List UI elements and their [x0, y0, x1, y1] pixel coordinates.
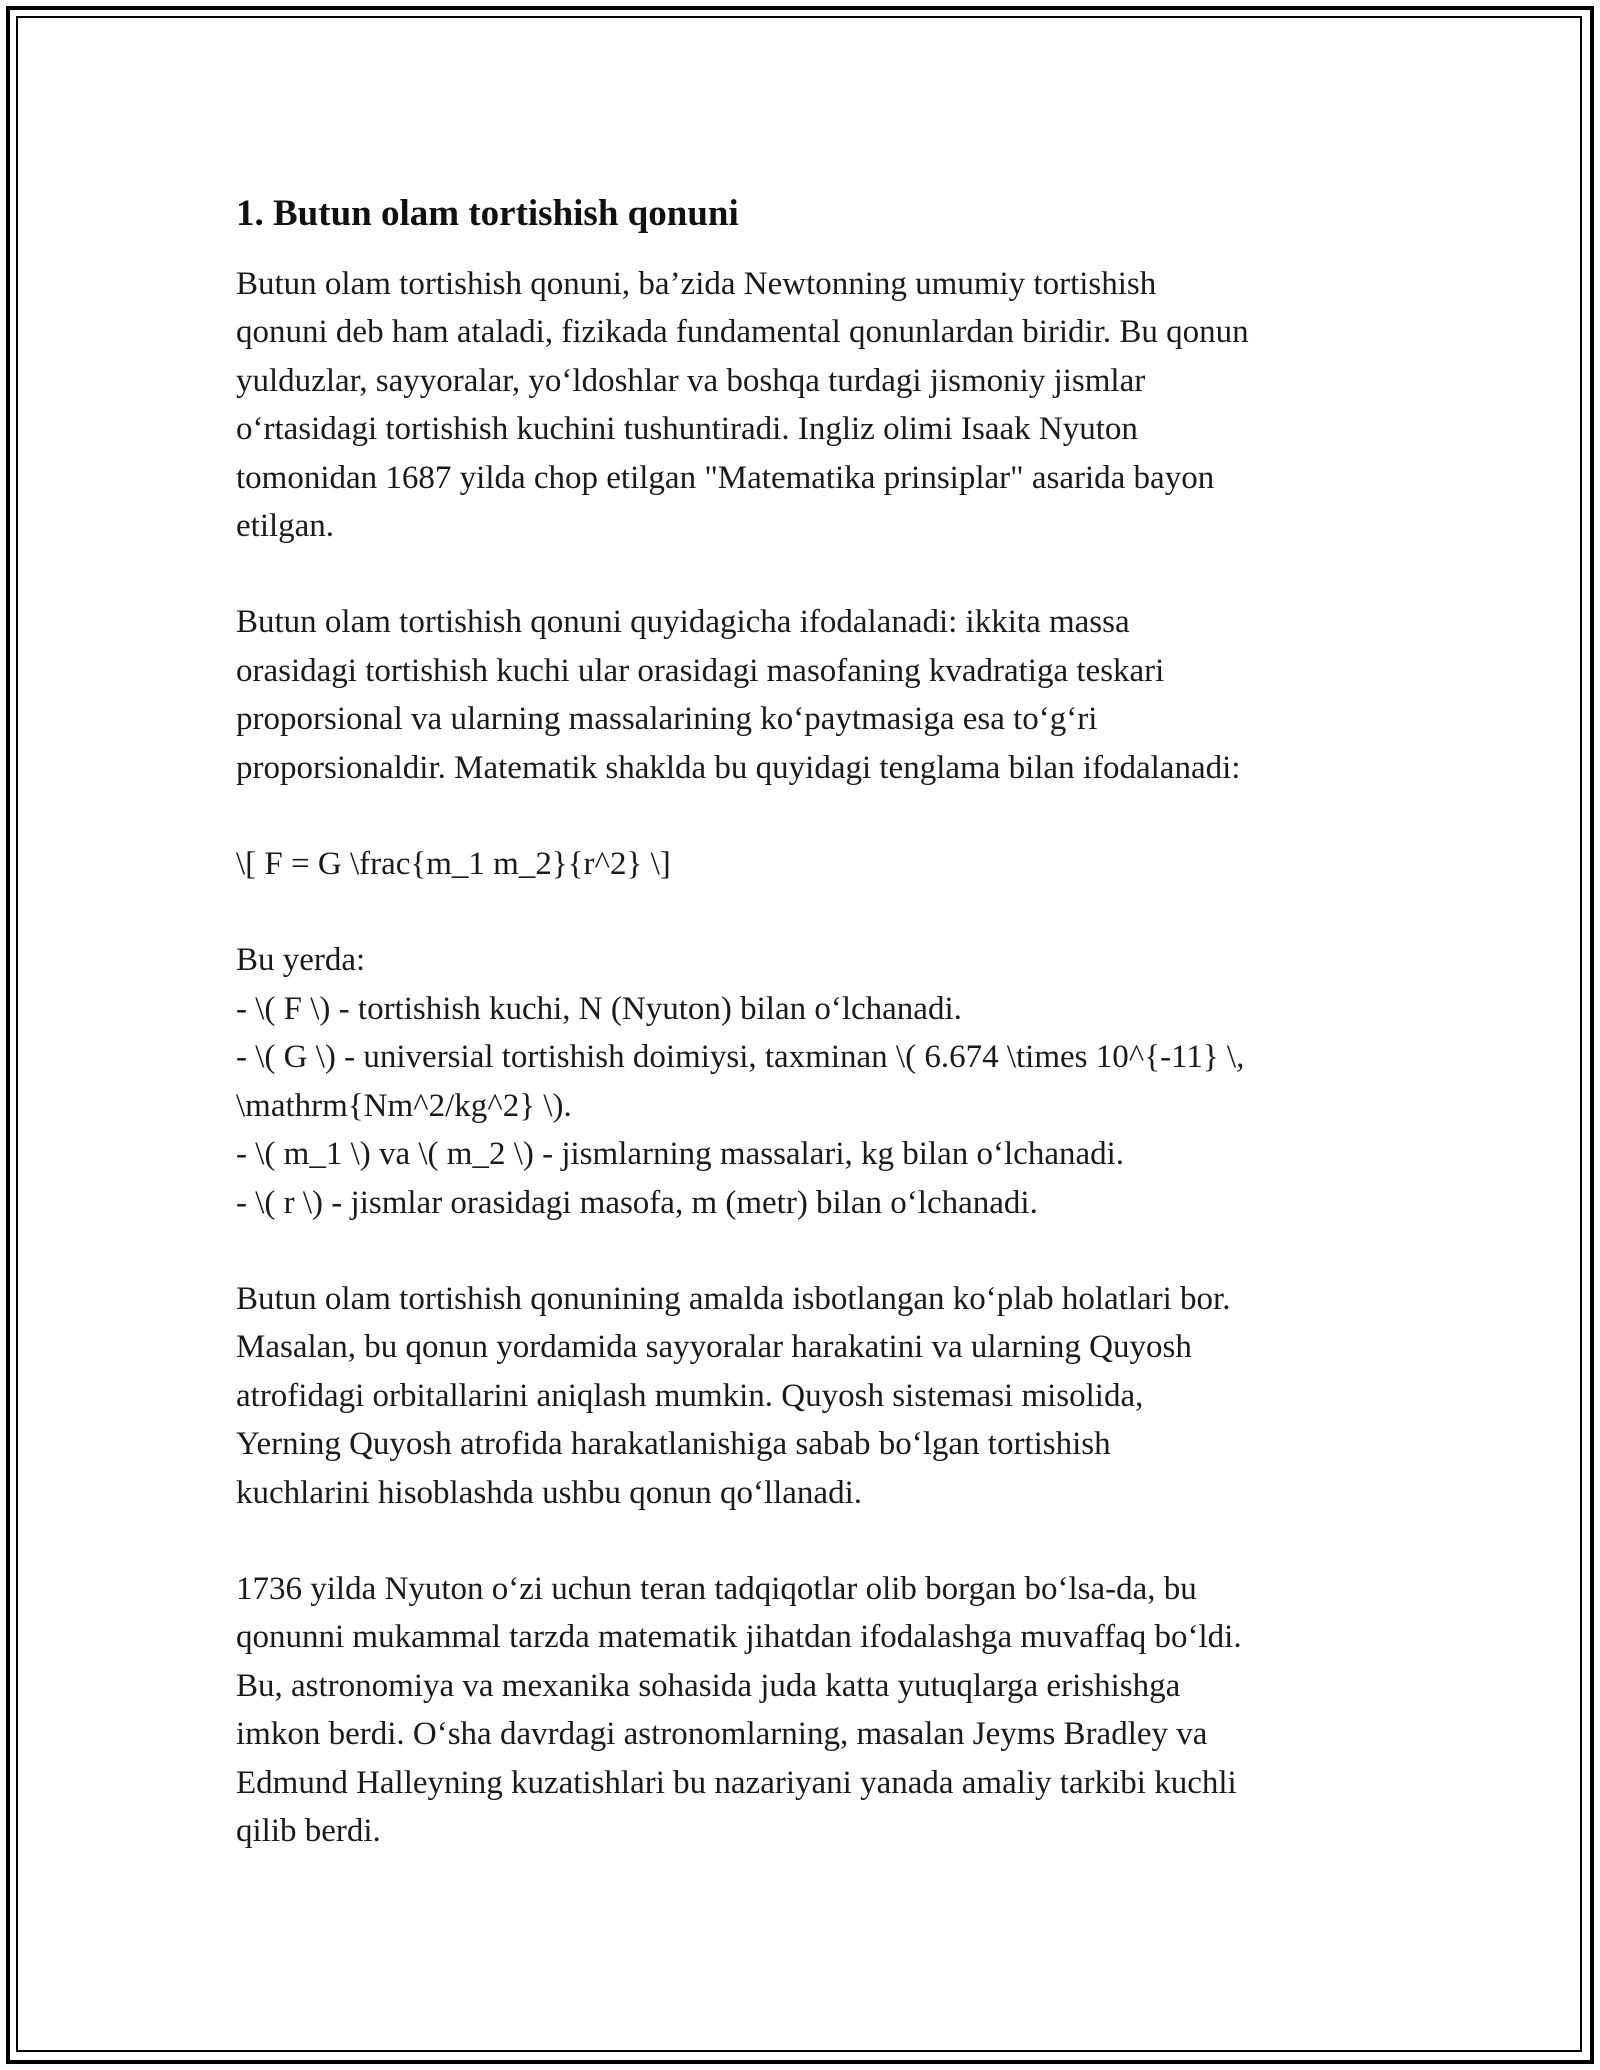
text-line: atrofidagi orbitallarini aniqlash mumkin. Quyosh sistemasi misolida, [236, 1377, 1144, 1414]
text-line: etilgan. [236, 508, 335, 545]
text-line: - \( r \) - jismlar orasidagi masofa, m (metr) bilan o‘lchanadi. [236, 1184, 1038, 1221]
text-line: Yerning Quyosh atrofida harakatlanishiga sabab bo‘lgan tortishish [236, 1426, 1111, 1463]
text-line: qonunni mukammal tarzda matematik jihatdan ifodalashga muvaffaq bo‘ldi. [236, 1619, 1242, 1656]
text-line: orasidagi tortishish kuchi ular orasidagi masofaning kvadratiga teskari [236, 652, 1165, 689]
paragraph-history [236, 1565, 1366, 1855]
text-line: - \( F \) - tortishish kuchi, N (Nyuton) bilan o‘lchanadi. [236, 990, 962, 1027]
paragraph-list [236, 260, 1366, 1855]
text-line: \[ F = G \frac{m_1 m_2}{r^2} \] [236, 846, 671, 883]
text-line: Butun olam tortishish qonuni quyidagicha ifodalanadi: ikkita massa [236, 604, 1130, 641]
text-line: Butun olam tortishish qonunining amalda isbotlangan ko‘plab holatlari bor. [236, 1280, 1231, 1317]
paragraph-intro [236, 260, 1366, 550]
text-line: - \( m_1 \) va \( m_2 \) - jismlarning massalari, kg bilan o‘lchanadi. [236, 1136, 1125, 1173]
document-body [236, 190, 1366, 1903]
text-line: 1736 yilda Nyuton o‘zi uchun teran tadqiqotlar olib borgan bo‘lsa-da, bu [236, 1570, 1197, 1607]
paragraph-variables [236, 936, 1366, 1226]
text-line: proporsional va ularning massalarining ko‘paytmasiga esa to‘g‘ri [236, 701, 1098, 738]
paragraph-applications [236, 1275, 1366, 1517]
text-line: yulduzlar, sayyoralar, yo‘ldoshlar va boshqa turdagi jismoniy jismlar [236, 362, 1146, 399]
text-line: Edmund Halleyning kuzatishlari bu nazariyani yanada amaliy tarkibi kuchli [236, 1764, 1237, 1801]
text-line: qilib berdi. [236, 1812, 381, 1849]
text-line: Butun olam tortishish qonuni, ba’zida Newtonning umumiy tortishish [236, 266, 1157, 302]
text-line: Bu yerda: [236, 942, 366, 979]
section-heading: 1. Butun olam tortishish qonuni [236, 193, 739, 234]
text-line: \mathrm{Nm^2/kg^2} \). [236, 1087, 572, 1124]
text-line: imkon berdi. O‘sha davrdagi astronomlarning, masalan Jeyms Bradley va [236, 1716, 1208, 1753]
text-line: Masalan, bu qonun yordamida sayyoralar harakatini va ularning Quyosh [236, 1329, 1192, 1366]
text-line: o‘rtasidagi tortishish kuchini tushuntiradi. Ingliz olimi Isaak Nyuton [236, 411, 1138, 448]
text-line: Bu, astronomiya va mexanika sohasida juda katta yutuqlarga erishishga [236, 1667, 1181, 1704]
text-line: proporsionaldir. Matematik shaklda bu quyidagi tenglama bilan ifodalanadi: [236, 749, 1241, 786]
paragraph-law-statement [236, 598, 1366, 792]
text-line: - \( G \) - universial tortishish doimiysi, taxminan \( 6.674 \times 10^{-11} \, [236, 1039, 1245, 1076]
text-line: tomonidan 1687 yilda chop etilgan "Matematika prinsiplar" asarida bayon [236, 459, 1215, 496]
text-line: kuchlarini hisoblashda ushbu qonun qo‘llanadi. [236, 1474, 862, 1511]
text-line: qonuni deb ham ataladi, fizikada fundamental qonunlardan biridir. Bu qonun [236, 314, 1249, 351]
paragraph-formula [236, 840, 1366, 888]
